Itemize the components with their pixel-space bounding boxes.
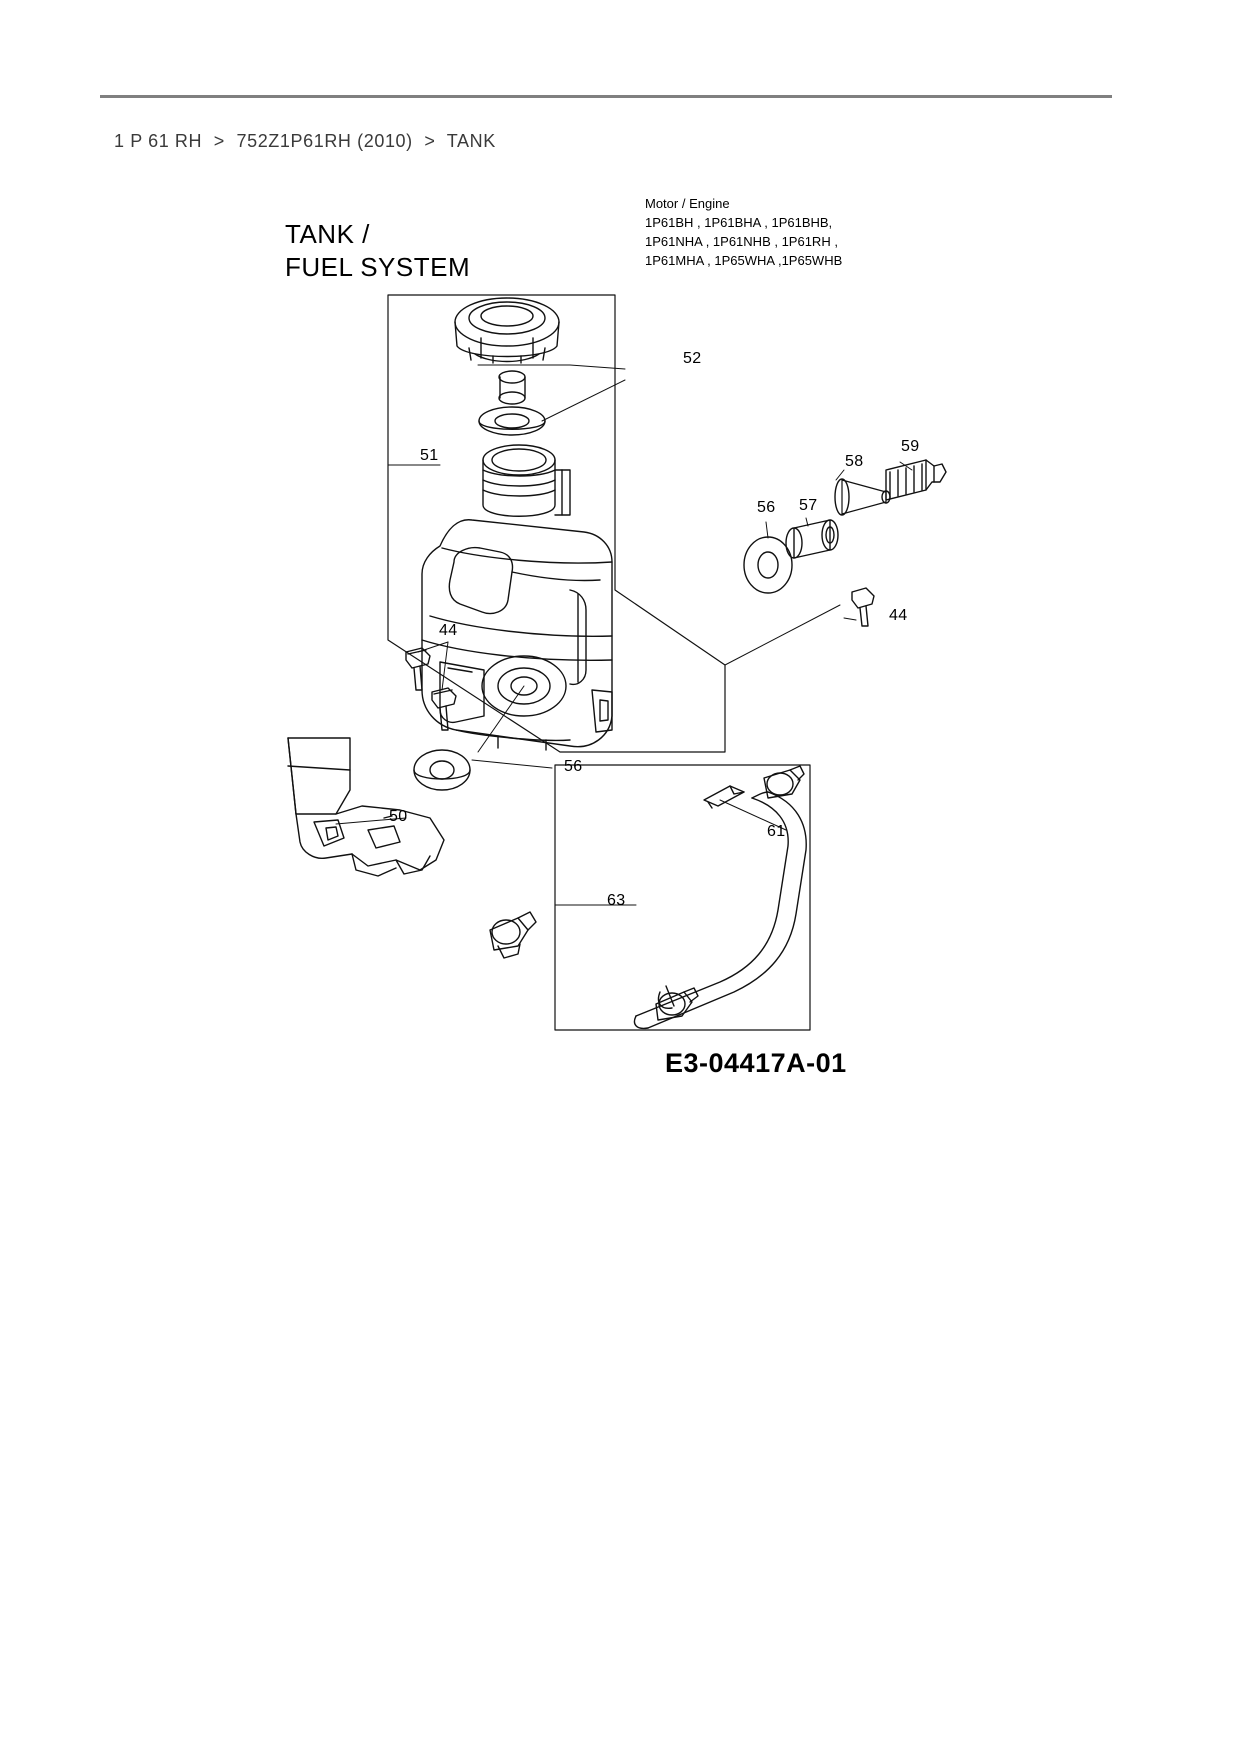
- engine-line-2: 1P61NHA , 1P61NHB , 1P61RH ,: [645, 233, 838, 249]
- breadcrumb-item-section[interactable]: TANK: [446, 131, 496, 151]
- callout-59: 59: [901, 438, 920, 455]
- drawing-code: E3-04417A-01: [665, 1048, 847, 1078]
- breadcrumb-item-model[interactable]: 1 P 61 RH: [114, 131, 203, 151]
- parts-diagram: [100, 170, 1112, 1100]
- diagram-title-line-2: FUEL SYSTEM: [285, 252, 471, 283]
- diagram-title: [285, 218, 470, 285]
- breadcrumb: [114, 131, 496, 152]
- breadcrumb-separator: >: [213, 131, 225, 151]
- callout-58: 58: [845, 453, 864, 470]
- callout-50: 50: [389, 808, 408, 825]
- engine-applicability-block: [645, 195, 842, 270]
- engine-heading: Motor / Engine: [645, 196, 730, 211]
- breadcrumb-item-part[interactable]: 752Z1P61RH (2010): [236, 131, 413, 151]
- diagram-title-line-1: TANK /: [285, 219, 370, 249]
- diagram-artwork: [100, 170, 1112, 1100]
- callout-52: 52: [683, 350, 702, 367]
- callout-56-right: 56: [757, 499, 776, 516]
- callout-44-left: 44: [439, 622, 458, 639]
- header-divider: [100, 95, 1112, 98]
- breadcrumb-separator: >: [424, 131, 436, 151]
- callout-63: 63: [607, 892, 626, 909]
- callout-57: 57: [799, 497, 818, 514]
- callout-51: 51: [420, 447, 439, 464]
- callout-56-bottom: 56: [564, 758, 583, 775]
- engine-line-1: 1P61BH , 1P61BHA , 1P61BHB,: [645, 214, 833, 230]
- callout-44-right: 44: [889, 607, 908, 624]
- engine-line-3: 1P61MHA , 1P65WHA ,1P65WHB: [645, 252, 843, 268]
- callout-61: 61: [767, 823, 786, 840]
